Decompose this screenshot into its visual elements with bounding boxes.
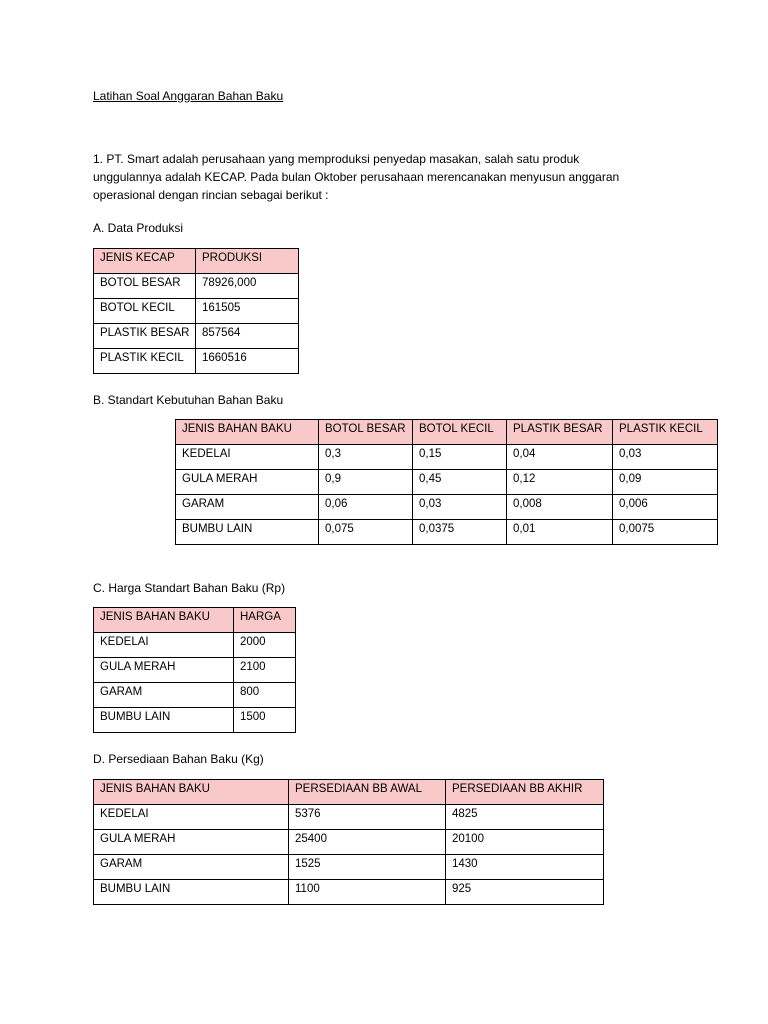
section-a-heading: A. Data Produksi [93, 221, 184, 235]
table-cell: BUMBU LAIN [94, 880, 289, 905]
intro-line: 1. PT. Smart adalah perusahaan yang memproduksi penyedap masakan, salah satu produk [93, 152, 580, 166]
intro-line: unggulannya adalah KECAP. Pada bulan Oktober perusahaan merencanakan menyusun anggaran [93, 170, 620, 184]
table-cell: 1525 [289, 855, 446, 880]
table-cell: GULA MERAH [94, 658, 234, 683]
column-header: JENIS BAHAN BAKU [94, 780, 289, 805]
table-cell: 20100 [446, 830, 604, 855]
table-cell: 0,01 [507, 520, 613, 545]
table-row [94, 633, 296, 658]
table-header-row [94, 780, 604, 805]
table-cell: 857564 [196, 324, 299, 349]
table-cell: 1500 [234, 708, 296, 733]
table-cell: 0,12 [507, 470, 613, 495]
table-cell: 25400 [289, 830, 446, 855]
table-row [94, 299, 299, 324]
table-cell: 0,006 [613, 495, 718, 520]
table-row [176, 445, 718, 470]
column-header: JENIS BAHAN BAKU [94, 608, 234, 633]
table-row [94, 324, 299, 349]
table-header-row [94, 249, 299, 274]
table-cell: 0,06 [319, 495, 413, 520]
table-cell: BUMBU LAIN [176, 520, 319, 545]
table-cell: PLASTIK KECIL [94, 349, 196, 374]
table-cell: GARAM [176, 495, 319, 520]
table-cell: BUMBU LAIN [94, 708, 234, 733]
section-d-heading: D. Persediaan Bahan Baku (Kg) [93, 752, 264, 766]
table-cell: GULA MERAH [176, 470, 319, 495]
table-row [94, 880, 604, 905]
table-row [176, 520, 718, 545]
section-b-heading: B. Standart Kebutuhan Bahan Baku [93, 393, 284, 407]
column-header: JENIS BAHAN BAKU [176, 420, 319, 445]
table-cell: 78926,000 [196, 274, 299, 299]
table-cell: 0,9 [319, 470, 413, 495]
column-header: PLASTIK KECIL [613, 420, 718, 445]
table-cell: 925 [446, 880, 604, 905]
table-row [94, 855, 604, 880]
column-header: PRODUKSI [196, 249, 299, 274]
table-row [94, 349, 299, 374]
material-standard-table [175, 419, 718, 545]
table-cell: 2100 [234, 658, 296, 683]
table-row [94, 805, 604, 830]
table-cell: KEDELAI [176, 445, 319, 470]
table-row [94, 708, 296, 733]
table-cell: GARAM [94, 683, 234, 708]
table-cell: 0,09 [613, 470, 718, 495]
table-cell: GARAM [94, 855, 289, 880]
column-header: PLASTIK BESAR [507, 420, 613, 445]
table-cell: 0,03 [613, 445, 718, 470]
table-row [94, 683, 296, 708]
table-cell: 5376 [289, 805, 446, 830]
table-cell: 0,075 [319, 520, 413, 545]
table-cell: 0,03 [413, 495, 507, 520]
table-cell: BOTOL KECIL [94, 299, 196, 324]
column-header: HARGA [234, 608, 296, 633]
table-cell: 2000 [234, 633, 296, 658]
table-cell: 0,0375 [413, 520, 507, 545]
table-row [94, 274, 299, 299]
table-row [94, 830, 604, 855]
table-cell: KEDELAI [94, 633, 234, 658]
table-header-row [176, 420, 718, 445]
table-cell: PLASTIK BESAR [94, 324, 196, 349]
table-cell: 0,3 [319, 445, 413, 470]
intro-paragraph [93, 150, 683, 204]
table-cell: KEDELAI [94, 805, 289, 830]
intro-line: operasional dengan rincian sebagai berikut : [93, 188, 329, 202]
section-c-heading: C. Harga Standart Bahan Baku (Rp) [93, 581, 286, 595]
table-cell: BOTOL BESAR [94, 274, 196, 299]
table-cell: 0,15 [413, 445, 507, 470]
column-header: PERSEDIAAN BB AKHIR [446, 780, 604, 805]
price-table [93, 607, 296, 733]
column-header: BOTOL BESAR [319, 420, 413, 445]
table-cell: 800 [234, 683, 296, 708]
table-cell: 0,0075 [613, 520, 718, 545]
table-cell: 1660516 [196, 349, 299, 374]
document-title: Latihan Soal Anggaran Bahan Baku [93, 89, 284, 103]
table-header-row [94, 608, 296, 633]
inventory-table [93, 779, 604, 905]
table-cell: 0,04 [507, 445, 613, 470]
table-cell: 161505 [196, 299, 299, 324]
column-header: BOTOL KECIL [413, 420, 507, 445]
table-cell: GULA MERAH [94, 830, 289, 855]
table-cell: 4825 [446, 805, 604, 830]
column-header: JENIS KECAP [94, 249, 196, 274]
table-cell: 0,45 [413, 470, 507, 495]
table-row [176, 495, 718, 520]
table-cell: 0,008 [507, 495, 613, 520]
production-table [93, 248, 299, 374]
column-header: PERSEDIAAN BB AWAL [289, 780, 446, 805]
table-row [176, 470, 718, 495]
table-row [94, 658, 296, 683]
table-cell: 1100 [289, 880, 446, 905]
table-cell: 1430 [446, 855, 604, 880]
